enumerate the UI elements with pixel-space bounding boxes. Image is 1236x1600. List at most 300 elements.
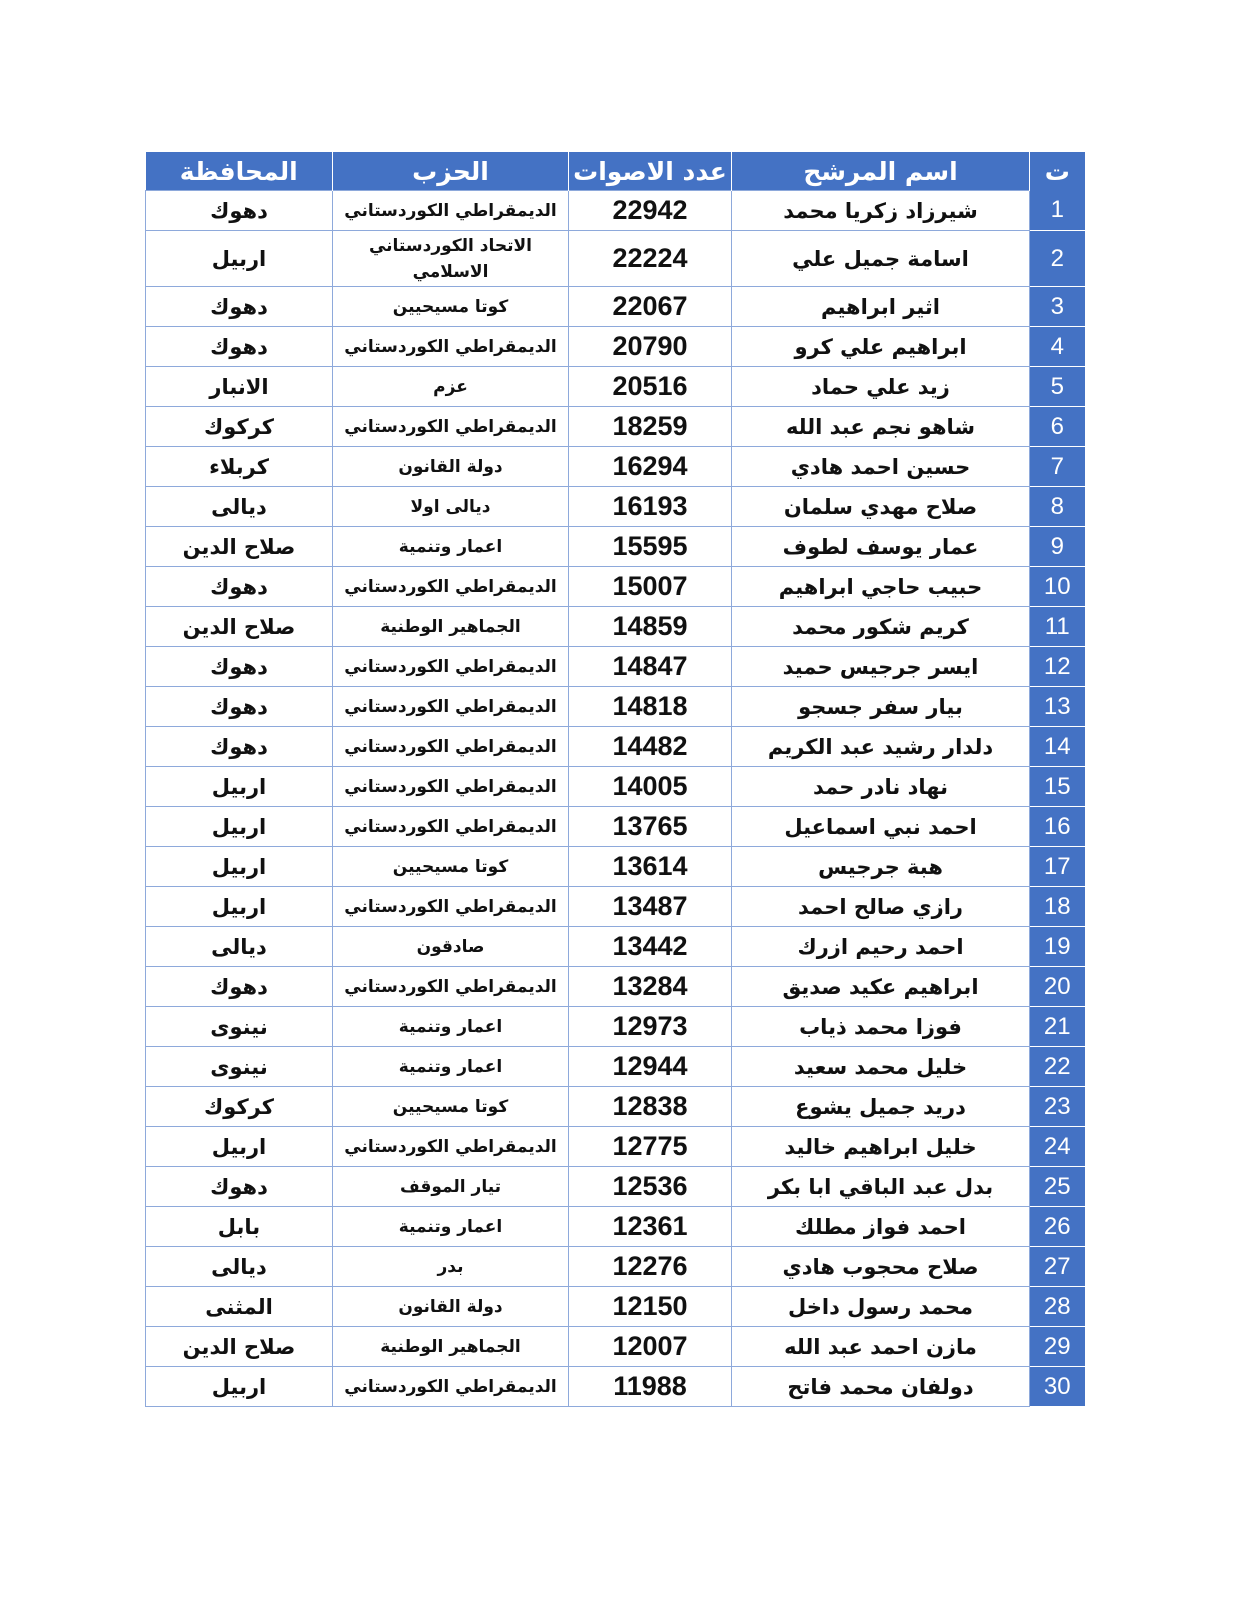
cell-party — [333, 1287, 569, 1327]
cell-party — [333, 1047, 569, 1087]
cell-votes-text: 22942 — [612, 195, 688, 225]
table-row — [146, 1287, 1085, 1327]
cell-party-text: الديمقراطي الكوردستاني — [344, 696, 557, 717]
cell-party — [333, 967, 569, 1007]
cell-candidate — [732, 767, 1030, 807]
cell-number — [1030, 1007, 1085, 1047]
cell-number — [1030, 1047, 1085, 1087]
cell-candidate-text: عمار يوسف لطوف — [782, 534, 979, 559]
cell-votes-text: 11988 — [613, 1371, 687, 1401]
cell-votes-text: 14847 — [612, 651, 688, 681]
cell-governorate-text: دهوك — [210, 694, 268, 719]
cell-party — [333, 807, 569, 847]
cell-party-text: الديمقراطي الكوردستاني — [344, 416, 557, 437]
cell-governorate-text: صلاح الدين — [182, 614, 296, 639]
cell-votes — [569, 607, 732, 647]
cell-votes-text: 12775 — [612, 1131, 688, 1161]
table-row — [146, 567, 1085, 607]
cell-votes-text: 14818 — [612, 691, 688, 721]
cell-candidate — [732, 847, 1030, 887]
cell-governorate-text: اربيل — [211, 774, 267, 799]
cell-governorate-text: دهوك — [210, 198, 268, 223]
cell-votes — [569, 1367, 732, 1407]
cell-candidate-text: فوزا محمد ذياب — [799, 1014, 962, 1039]
cell-candidate-text: خليل ابراهيم خاليد — [784, 1134, 977, 1159]
cell-party — [333, 1247, 569, 1287]
header-row — [146, 152, 1085, 191]
cell-party-text: كوتا مسيحيين — [392, 856, 509, 877]
cell-party-text: اعمار وتنمية — [398, 536, 503, 557]
cell-governorate-text: ديالى — [211, 934, 267, 959]
cell-number — [1030, 927, 1085, 967]
cell-candidate-text: بدل عبد الباقي ابا بكر — [767, 1174, 994, 1199]
cell-governorate-text: بابل — [217, 1214, 261, 1239]
cell-governorate-text: نينوى — [210, 1014, 268, 1039]
cell-number-text: 11 — [1044, 612, 1070, 640]
cell-candidate — [732, 1087, 1030, 1127]
cell-governorate-text: اربيل — [211, 894, 267, 919]
cell-votes-text: 12150 — [612, 1291, 688, 1321]
results-sheet — [145, 152, 1084, 1407]
cell-governorate — [146, 487, 333, 527]
cell-votes-text: 12276 — [612, 1251, 688, 1281]
cell-votes-text: 13442 — [612, 931, 688, 961]
cell-candidate — [732, 327, 1030, 367]
cell-number — [1030, 487, 1085, 527]
table-row — [146, 847, 1085, 887]
cell-governorate — [146, 887, 333, 927]
cell-candidate — [732, 1167, 1030, 1207]
cell-votes-text: 12361 — [612, 1211, 688, 1241]
cell-number — [1030, 567, 1085, 607]
cell-number-text: 6 — [1050, 412, 1064, 440]
cell-party — [333, 1007, 569, 1047]
cell-candidate — [732, 527, 1030, 567]
cell-candidate-text: شيرزاد زكريا محمد — [783, 198, 978, 223]
cell-governorate — [146, 1367, 333, 1407]
cell-governorate — [146, 1327, 333, 1367]
table-row — [146, 927, 1085, 967]
cell-party — [333, 527, 569, 567]
cell-governorate-text: دهوك — [210, 574, 268, 599]
cell-votes — [569, 727, 732, 767]
cell-candidate-text: زيد علي حماد — [811, 374, 950, 399]
cell-number-text: 24 — [1043, 1132, 1071, 1160]
cell-votes-text: 14482 — [612, 731, 688, 761]
table-row — [146, 191, 1085, 231]
cell-number — [1030, 1087, 1085, 1127]
cell-party-text: الديمقراطي الكوردستاني — [344, 816, 557, 837]
cell-candidate — [732, 927, 1030, 967]
cell-governorate-text: كركوك — [204, 1094, 274, 1119]
cell-party-text: صادقون — [416, 936, 485, 957]
cell-candidate — [732, 287, 1030, 327]
cell-party-text: الجماهير الوطنية — [380, 616, 521, 637]
table-row — [146, 447, 1085, 487]
cell-party — [333, 727, 569, 767]
cell-party-text: كوتا مسيحيين — [392, 1096, 509, 1117]
cell-candidate — [732, 1367, 1030, 1407]
cell-votes-text: 16193 — [612, 491, 688, 521]
cell-votes-text: 22067 — [612, 291, 688, 321]
cell-number-text: 18 — [1043, 892, 1071, 920]
cell-number-text: 26 — [1043, 1212, 1071, 1240]
cell-votes — [569, 447, 732, 487]
cell-votes — [569, 1167, 732, 1207]
cell-candidate — [732, 1287, 1030, 1327]
cell-candidate-text: هبة جرجيس — [818, 854, 943, 879]
cell-number — [1030, 1367, 1085, 1407]
cell-governorate — [146, 1087, 333, 1127]
cell-candidate — [732, 807, 1030, 847]
cell-number — [1030, 807, 1085, 847]
cell-governorate-text: دهوك — [210, 294, 268, 319]
cell-votes-text: 13284 — [612, 971, 688, 1001]
cell-party — [333, 327, 569, 367]
table-row — [146, 287, 1085, 327]
cell-governorate-text: ديالى — [211, 494, 267, 519]
cell-candidate — [732, 1127, 1030, 1167]
cell-candidate — [732, 687, 1030, 727]
cell-party — [333, 847, 569, 887]
cell-votes — [569, 767, 732, 807]
cell-number-text: 20 — [1043, 972, 1071, 1000]
cell-governorate — [146, 767, 333, 807]
cell-governorate — [146, 687, 333, 727]
cell-governorate — [146, 967, 333, 1007]
cell-candidate-text: بيار سفر جسجو — [798, 694, 963, 719]
cell-governorate-text: دهوك — [210, 734, 268, 759]
cell-party — [333, 887, 569, 927]
cell-governorate-text: نينوى — [210, 1054, 268, 1079]
table-row — [146, 727, 1085, 767]
cell-number-text: 28 — [1043, 1292, 1071, 1320]
cell-candidate-text: اثير ابراهيم — [821, 294, 940, 319]
table-row — [146, 967, 1085, 1007]
cell-number — [1030, 1127, 1085, 1167]
cell-number-text: 2 — [1050, 244, 1064, 272]
cell-number-text: 15 — [1043, 772, 1071, 800]
cell-governorate-text: دهوك — [210, 974, 268, 999]
cell-number-text: 4 — [1050, 332, 1064, 360]
cell-party — [333, 487, 569, 527]
cell-candidate-text: كريم شكور محمد — [792, 614, 969, 639]
cell-candidate — [732, 567, 1030, 607]
cell-number — [1030, 1167, 1085, 1207]
cell-number-text: 8 — [1050, 492, 1064, 520]
table-header — [146, 152, 1085, 191]
cell-votes-text: 20516 — [612, 371, 688, 401]
table-row — [146, 367, 1085, 407]
cell-governorate — [146, 727, 333, 767]
cell-number — [1030, 967, 1085, 1007]
cell-party-text: الاتحاد الكوردستاني الاسلامي — [368, 235, 533, 282]
cell-votes — [569, 567, 732, 607]
cell-votes-text: 15007 — [612, 571, 688, 601]
cell-governorate-text: اربيل — [211, 1374, 267, 1399]
cell-governorate — [146, 231, 333, 287]
cell-votes — [569, 1247, 732, 1287]
table-row — [146, 1087, 1085, 1127]
candidates-table — [145, 152, 1085, 1407]
cell-party — [333, 1167, 569, 1207]
cell-governorate — [146, 1287, 333, 1327]
cell-candidate — [732, 727, 1030, 767]
cell-candidate-text: صلاح مهدي سلمان — [783, 494, 978, 519]
cell-number — [1030, 367, 1085, 407]
header-votes: عدد الاصوات — [569, 152, 732, 191]
cell-candidate — [732, 1247, 1030, 1287]
cell-party — [333, 1207, 569, 1247]
cell-candidate — [732, 191, 1030, 231]
cell-governorate-text: اربيل — [211, 1134, 267, 1159]
cell-votes-text: 14005 — [612, 771, 688, 801]
cell-number — [1030, 287, 1085, 327]
table-row — [146, 767, 1085, 807]
cell-governorate — [146, 847, 333, 887]
cell-party-text: الديمقراطي الكوردستاني — [344, 896, 557, 917]
table-row — [146, 1367, 1085, 1407]
cell-votes-text: 13487 — [612, 891, 688, 921]
cell-votes — [569, 847, 732, 887]
table-row — [146, 231, 1085, 287]
table-row — [146, 687, 1085, 727]
cell-candidate-text: رازي صالح احمد — [798, 894, 963, 919]
header-governorate: المحافظة — [146, 152, 333, 191]
cell-number — [1030, 847, 1085, 887]
cell-number — [1030, 1247, 1085, 1287]
cell-votes-text: 22224 — [612, 243, 688, 273]
cell-candidate-text: احمد فواز مطلك — [795, 1214, 966, 1239]
cell-party-text: الديمقراطي الكوردستاني — [344, 776, 557, 797]
cell-party-text: ديالى اولا — [410, 496, 491, 517]
cell-number — [1030, 1207, 1085, 1247]
cell-votes — [569, 647, 732, 687]
cell-votes-text: 18259 — [612, 411, 688, 441]
cell-party-text: دولة القانون — [398, 456, 503, 477]
header-number: ت — [1030, 152, 1085, 191]
cell-votes — [569, 1047, 732, 1087]
cell-number-text: 21 — [1043, 1012, 1071, 1040]
cell-candidate-text: نهاد نادر حمد — [812, 774, 948, 799]
cell-party — [333, 367, 569, 407]
cell-candidate — [732, 367, 1030, 407]
cell-party — [333, 287, 569, 327]
table-row — [146, 807, 1085, 847]
cell-number — [1030, 607, 1085, 647]
cell-votes — [569, 887, 732, 927]
cell-votes — [569, 1207, 732, 1247]
cell-votes — [569, 967, 732, 1007]
cell-party-text: الديمقراطي الكوردستاني — [344, 1376, 557, 1397]
cell-candidate-text: ابراهيم عكيد صديق — [782, 974, 979, 999]
cell-candidate-text: حبيب حاجي ابراهيم — [778, 574, 983, 599]
cell-number — [1030, 1287, 1085, 1327]
table-row — [146, 1047, 1085, 1087]
cell-number — [1030, 327, 1085, 367]
cell-party — [333, 607, 569, 647]
cell-governorate — [146, 1207, 333, 1247]
cell-governorate — [146, 407, 333, 447]
cell-votes-text: 13765 — [612, 811, 688, 841]
table-row — [146, 607, 1085, 647]
cell-votes — [569, 927, 732, 967]
header-party: الحزب — [333, 152, 569, 191]
cell-governorate-text: اربيل — [211, 246, 267, 271]
cell-number-text: 7 — [1050, 452, 1064, 480]
cell-party-text: تيار الموقف — [399, 1176, 502, 1197]
cell-number — [1030, 231, 1085, 287]
cell-votes — [569, 1127, 732, 1167]
cell-party-text: اعمار وتنمية — [398, 1216, 503, 1237]
cell-number — [1030, 191, 1085, 231]
cell-governorate-text: كركوك — [204, 414, 274, 439]
cell-number — [1030, 1327, 1085, 1367]
cell-number-text: 27 — [1043, 1252, 1071, 1280]
cell-votes-text: 13614 — [612, 851, 688, 881]
cell-votes — [569, 487, 732, 527]
cell-candidate — [732, 647, 1030, 687]
cell-votes — [569, 527, 732, 567]
cell-governorate — [146, 927, 333, 967]
cell-candidate-text: ابراهيم علي كرو — [794, 334, 967, 359]
cell-candidate-text: محمد رسول داخل — [788, 1294, 973, 1319]
cell-candidate-text: مازن احمد عبد الله — [784, 1334, 977, 1359]
cell-number — [1030, 727, 1085, 767]
cell-party-text: الجماهير الوطنية — [380, 1336, 521, 1357]
cell-governorate — [146, 191, 333, 231]
cell-candidate — [732, 407, 1030, 447]
cell-number — [1030, 527, 1085, 567]
cell-party — [333, 1327, 569, 1367]
cell-number-text: 16 — [1043, 812, 1071, 840]
cell-governorate — [146, 1127, 333, 1167]
cell-votes-text: 16294 — [612, 451, 688, 481]
cell-candidate — [732, 607, 1030, 647]
cell-governorate-text: ديالى — [211, 1254, 267, 1279]
cell-number-text: 22 — [1043, 1052, 1071, 1080]
cell-candidate-text: اسامة جميل علي — [792, 246, 969, 271]
table-row — [146, 1207, 1085, 1247]
cell-party-text: الديمقراطي الكوردستاني — [344, 336, 557, 357]
cell-number-text: 25 — [1043, 1172, 1071, 1200]
cell-candidate — [732, 447, 1030, 487]
cell-number-text: 5 — [1050, 372, 1064, 400]
cell-votes — [569, 231, 732, 287]
cell-candidate-text: خليل محمد سعيد — [793, 1054, 968, 1079]
cell-number — [1030, 767, 1085, 807]
cell-party — [333, 231, 569, 287]
table-body — [146, 191, 1085, 1407]
cell-votes — [569, 407, 732, 447]
table-row — [146, 1327, 1085, 1367]
cell-governorate-text: الانبار — [209, 374, 269, 399]
header-candidate: اسم المرشح — [732, 152, 1030, 191]
table-row — [146, 1127, 1085, 1167]
cell-party — [333, 767, 569, 807]
cell-votes-text: 15595 — [612, 531, 688, 561]
cell-governorate-text: دهوك — [210, 654, 268, 679]
cell-candidate-text: دلدار رشيد عبد الكريم — [767, 734, 994, 759]
cell-number-text: 12 — [1043, 652, 1071, 680]
cell-party-text: الديمقراطي الكوردستاني — [344, 976, 557, 997]
cell-number — [1030, 687, 1085, 727]
cell-governorate — [146, 1007, 333, 1047]
cell-governorate-text: اربيل — [211, 814, 267, 839]
cell-governorate — [146, 447, 333, 487]
cell-votes — [569, 1287, 732, 1327]
cell-votes-text: 12973 — [612, 1011, 688, 1041]
cell-candidate-text: حسين احمد هادي — [790, 454, 971, 479]
cell-votes — [569, 807, 732, 847]
cell-number — [1030, 887, 1085, 927]
cell-number-text: 10 — [1043, 572, 1071, 600]
cell-candidate-text: احمد رحيم ازرك — [797, 934, 964, 959]
cell-party — [333, 1367, 569, 1407]
cell-number-text: 14 — [1043, 732, 1071, 760]
cell-party — [333, 927, 569, 967]
cell-votes-text: 12536 — [612, 1171, 688, 1201]
table-row — [146, 487, 1085, 527]
cell-votes — [569, 327, 732, 367]
cell-votes-text: 14859 — [612, 611, 688, 641]
cell-number-text: 23 — [1043, 1092, 1071, 1120]
cell-votes — [569, 367, 732, 407]
cell-governorate-text: صلاح الدين — [182, 534, 296, 559]
cell-governorate — [146, 1167, 333, 1207]
cell-governorate — [146, 607, 333, 647]
cell-candidate — [732, 1207, 1030, 1247]
table-row — [146, 1247, 1085, 1287]
cell-party-text: عزم — [433, 376, 468, 397]
cell-party-text: كوتا مسيحيين — [392, 296, 509, 317]
cell-governorate-text: اربيل — [211, 854, 267, 879]
cell-party-text: اعمار وتنمية — [398, 1016, 503, 1037]
cell-party — [333, 1127, 569, 1167]
cell-number-text: 1 — [1050, 196, 1064, 224]
cell-candidate — [732, 487, 1030, 527]
cell-governorate — [146, 327, 333, 367]
cell-votes-text: 12838 — [612, 1091, 688, 1121]
cell-party — [333, 567, 569, 607]
cell-governorate-text: المثنى — [205, 1294, 273, 1319]
cell-votes-text: 12944 — [612, 1051, 688, 1081]
cell-governorate-text: دهوك — [210, 1174, 268, 1199]
cell-votes — [569, 687, 732, 727]
cell-number — [1030, 407, 1085, 447]
cell-votes-text: 12007 — [612, 1331, 688, 1361]
cell-votes — [569, 1327, 732, 1367]
cell-number — [1030, 447, 1085, 487]
cell-party — [333, 191, 569, 231]
cell-party — [333, 447, 569, 487]
cell-governorate — [146, 527, 333, 567]
cell-party — [333, 687, 569, 727]
cell-party — [333, 647, 569, 687]
cell-candidate — [732, 1047, 1030, 1087]
cell-governorate — [146, 567, 333, 607]
table-row — [146, 327, 1085, 367]
cell-candidate-text: صلاح محجوب هادي — [782, 1254, 979, 1279]
cell-votes — [569, 191, 732, 231]
cell-number — [1030, 647, 1085, 687]
cell-candidate-text: دريد جميل يشوع — [795, 1094, 966, 1119]
cell-candidate — [732, 1007, 1030, 1047]
cell-candidate — [732, 231, 1030, 287]
cell-candidate-text: شاهو نجم عبد الله — [785, 414, 976, 439]
cell-number-text: 13 — [1043, 692, 1071, 720]
cell-governorate-text: صلاح الدين — [182, 1334, 296, 1359]
